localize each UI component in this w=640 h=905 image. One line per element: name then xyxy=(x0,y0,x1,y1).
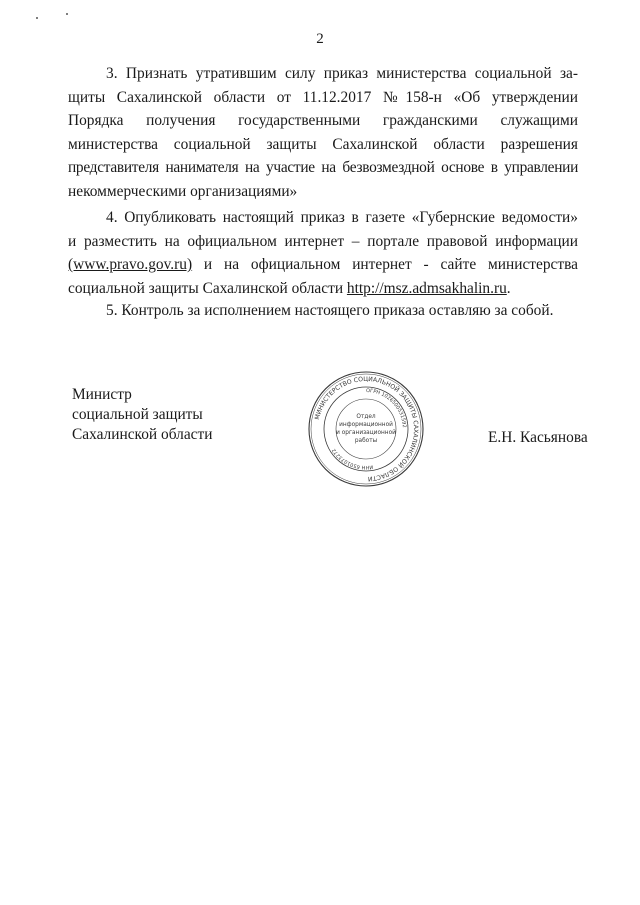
seal-center-line: работы xyxy=(354,438,378,444)
text-line: представителя нанимателя на участие на безвозмездной основе в управлении xyxy=(68,159,578,176)
text-line xyxy=(68,253,578,277)
seal-ogrn-text: ОГРН 1026500531592 xyxy=(365,387,408,428)
signatory-name: Е.Н. Касьянова xyxy=(488,429,588,446)
paragraph-3 xyxy=(68,62,578,203)
paragraph-4 xyxy=(68,206,578,300)
text-line: 3. Признать утратившим силу приказ министерства социальной за- xyxy=(106,65,578,82)
page-number: 2 xyxy=(316,31,324,47)
text-line: щиты Сахалинской области от 11.12.2017 №158-н «Об утверждении xyxy=(68,88,578,106)
seal-inner-ring xyxy=(336,399,396,459)
text-line: 4. Опубликовать настоящий приказ в газете «Губернские ведомости» xyxy=(106,209,578,226)
text-fragment: и на официальном интернет - сайте министерства xyxy=(192,256,578,273)
scan-speck xyxy=(36,17,38,19)
seal-middle-ring xyxy=(324,387,408,471)
text-line: и разместить на официальном интернет – портале правовой информации xyxy=(68,232,578,250)
text-line: 5. Контроль за исполнением настоящего приказа оставляю за собой. xyxy=(106,302,554,319)
seal-center-line: информационной xyxy=(339,422,393,428)
text-line: министерства социальной защиты Сахалинской области разрешения xyxy=(68,135,578,153)
title-line: Министр xyxy=(72,386,132,403)
seal-inn-text: ИНН 6501073272 xyxy=(331,447,374,471)
title-line: социальной защиты xyxy=(72,406,203,423)
signatory-title xyxy=(72,385,212,445)
text-line: Порядка получения государственными гражданскими служащими xyxy=(68,112,578,129)
seal-center-line: Отдел xyxy=(356,414,376,420)
text-fragment: социальной защиты Сахалинской области xyxy=(68,279,347,297)
official-seal xyxy=(306,369,426,489)
scan-speck xyxy=(66,13,68,15)
title-line: Сахалинской области xyxy=(72,426,213,443)
paragraph-5 xyxy=(68,299,578,323)
ministry-site-link[interactable]: http://msz.admsakhalin.ru xyxy=(346,279,507,297)
seal-outer-text: МИНИСТЕРСТВО СОЦИАЛЬНОЙ ЗАЩИТЫ САХАЛИНСКОЙ ОБЛАСТИ xyxy=(313,375,420,483)
text-fragment: . xyxy=(506,279,511,297)
text-line xyxy=(68,277,578,301)
text-line: некоммерческими организациями» xyxy=(68,182,298,200)
pravo-link[interactable]: (www.pravo.gov.ru) xyxy=(68,256,193,273)
seal-center-line: и организационной xyxy=(336,430,396,436)
